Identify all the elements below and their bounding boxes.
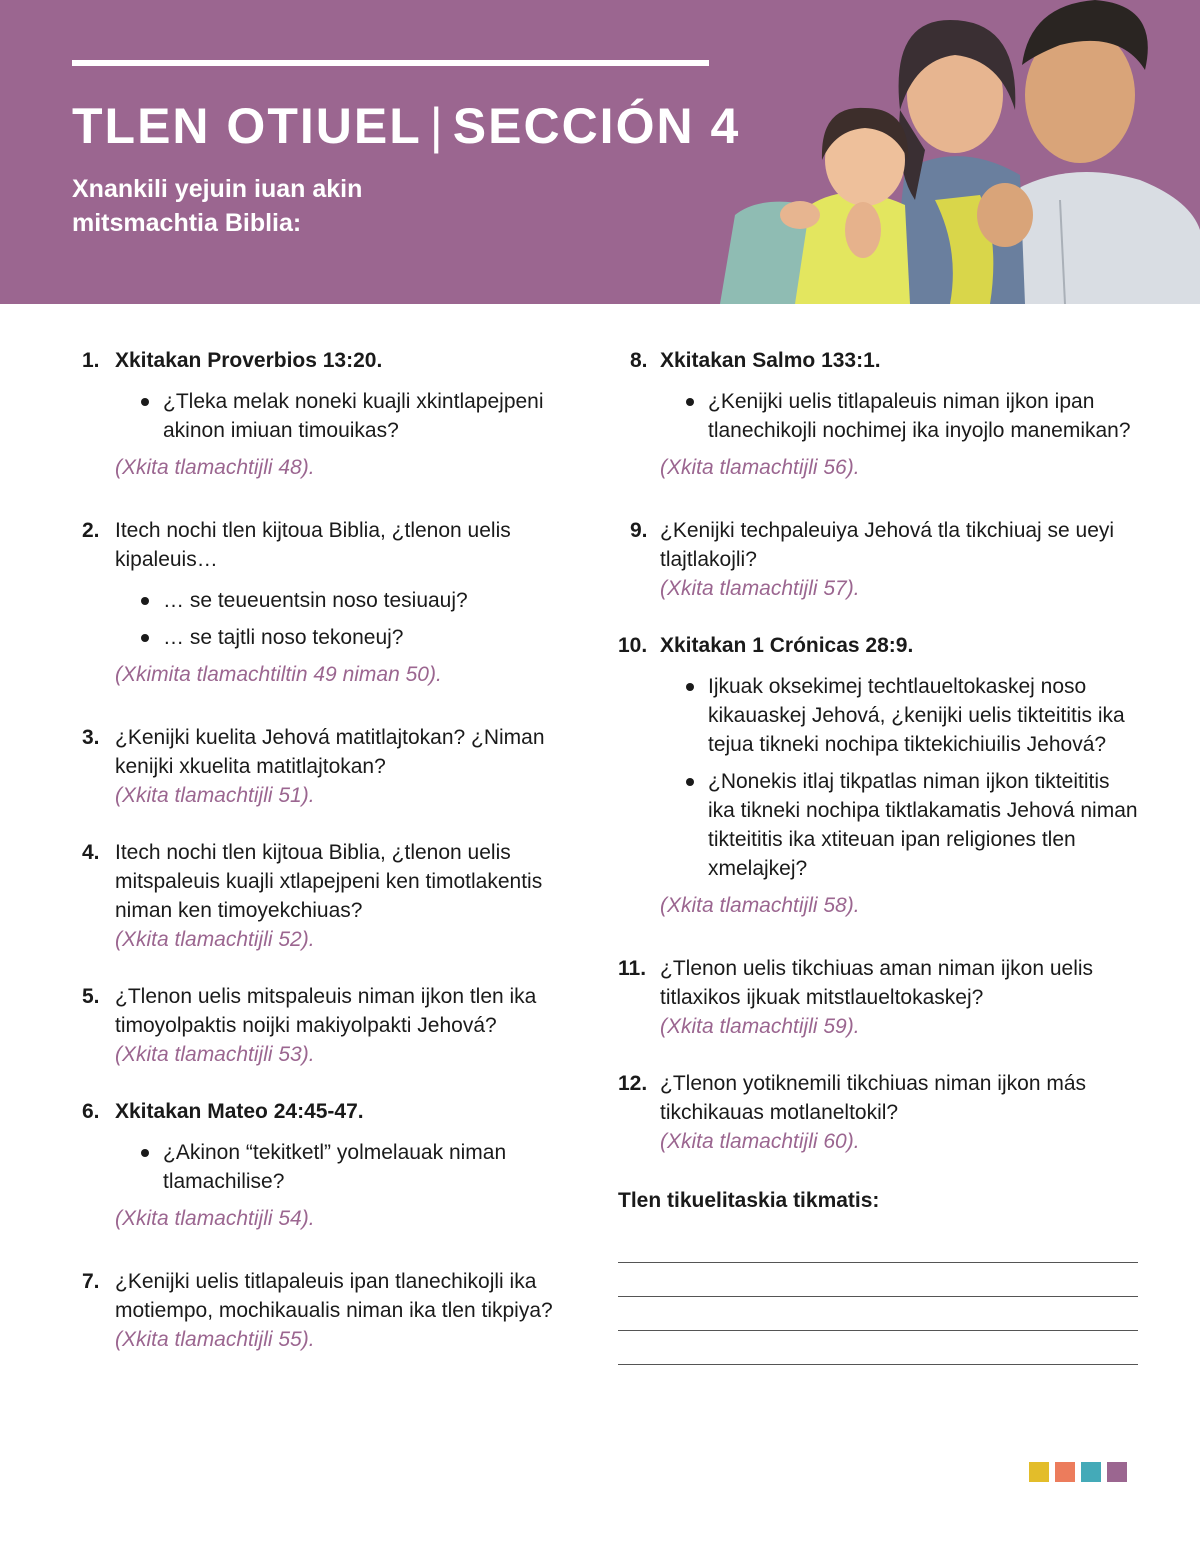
question-text: Xkitakan 1 Crónicas 28:9. [660, 634, 914, 657]
questions-column-left [82, 346, 592, 1354]
reference: (Xkita tlamachtijli 51). [115, 784, 315, 807]
orange-square [1055, 1462, 1075, 1482]
question-text: ¿Tlenon yotiknemili tikchiuas niman ijkon más tikchikauas motlaneltokil? [660, 1072, 1086, 1124]
reference: (Xkita tlamachtijli 55). [115, 1328, 315, 1351]
question-10 [618, 631, 1138, 920]
bullet-item: ¿Akinon “tekitketl” yolmelauak niman tlamachilise? [139, 1138, 592, 1196]
question-number: 5. [82, 985, 100, 1008]
writing-line[interactable] [618, 1297, 1138, 1331]
writing-line[interactable] [618, 1263, 1138, 1297]
question-6 [82, 1097, 592, 1233]
question-11 [618, 954, 1138, 1041]
bullet-list [115, 586, 592, 652]
writing-line[interactable] [618, 1331, 1138, 1365]
bullet-list [115, 387, 592, 445]
family-praying-illustration [700, 0, 1200, 304]
yellow-square [1029, 1462, 1049, 1482]
question-5 [82, 982, 592, 1069]
teal-square [1081, 1462, 1101, 1482]
question-number: 10. [618, 634, 648, 657]
title-left: TLEN OTIUEL [72, 98, 422, 154]
reference: (Xkita tlamachtijli 57). [660, 577, 860, 600]
question-text: Itech nochi tlen kijtoua Biblia, ¿tlenon uelis mitspaleuis kuajli xtlapejpeni ken timotlakentis niman ken timoyekchiuas? [115, 841, 543, 922]
question-number: 11. [618, 957, 647, 980]
question-text: Xkitakan Mateo 24:45-47. [115, 1100, 364, 1123]
question-7 [82, 1267, 592, 1354]
page-subtitle: Xnankili yejuin iuan akin mitsmachtia Biblia: [72, 175, 363, 237]
reference: (Xkita tlamachtijli 59). [660, 1015, 860, 1038]
question-text: Itech nochi tlen kijtoua Biblia, ¿tlenon uelis kipaleuis… [115, 519, 511, 571]
question-number: 9. [630, 519, 648, 542]
bullet-item: ¿Tleka melak noneki kuajli xkintlapejpeni akinon imiuan timouikas? [139, 387, 592, 445]
question-text: Xkitakan Salmo 133:1. [660, 349, 881, 372]
reference: (Xkita tlamachtijli 56). [660, 456, 860, 479]
title-separator: | [429, 98, 445, 154]
bullet-item: ¿Nonekis itlaj tikpatlas niman ijkon tikteititis ika tikneki nochipa tiktlakamatis Jehová niman tikteititis ika xtiteuan ipan religiones tlen xmelajkej? [684, 767, 1138, 883]
question-number: 8. [630, 349, 648, 372]
question-number: 2. [82, 519, 100, 542]
header-banner [0, 0, 1200, 304]
writing-line[interactable] [618, 1229, 1138, 1263]
writing-label: Tlen tikuelitaskia tikmatis: [618, 1189, 880, 1212]
reference: (Xkimita tlamachtiltin 49 niman 50). [115, 663, 442, 686]
question-text: ¿Tlenon uelis mitspaleuis niman ijkon tlen ika timoyolpaktis noijki makiyolpakti Jehová? [115, 985, 537, 1037]
question-number: 3. [82, 726, 100, 749]
reference: (Xkita tlamachtijli 53). [115, 1043, 315, 1066]
purple-square [1107, 1462, 1127, 1482]
question-3 [82, 723, 592, 810]
question-text: ¿Kenijki techpaleuiya Jehová tla tikchiuaj se ueyi tlajtlakojli? [660, 519, 1115, 571]
question-text: ¿Kenijki uelis titlapaleuis ipan tlanechikojli ika motiempo, mochikaualis niman ika tlen tikpiya? [115, 1270, 553, 1322]
question-12 [618, 1069, 1138, 1156]
reference: (Xkita tlamachtijli 58). [660, 894, 860, 917]
questions-column-right [618, 346, 1138, 1365]
title-right: SECCIÓN 4 [452, 98, 741, 154]
question-number: 6. [82, 1100, 100, 1123]
bullet-list [660, 387, 1138, 445]
question-number: 7. [82, 1270, 100, 1293]
reference: (Xkita tlamachtijli 54). [115, 1207, 315, 1230]
question-number: 12. [618, 1072, 648, 1095]
bullet-list [660, 672, 1138, 883]
question-4 [82, 838, 592, 954]
bullet-item: ¿Kenijki uelis titlapaleuis niman ijkon ipan tlanechikojli nochimej ika inyojlo manemikan? [684, 387, 1138, 445]
bullet-item: Ijkuak oksekimej techtlaueltokaskej noso kikauaskej Jehová, ¿kenijki uelis tikteititis ika tejua tikneki nochipa tiktekichiuilis Jehová? [684, 672, 1138, 759]
question-text: ¿Tlenon uelis tikchiuas aman niman ijkon uelis titlaxikos ijkuak mitstlaueltokaskej? [660, 957, 1094, 1009]
question-2 [82, 516, 592, 689]
question-number: 4. [82, 841, 100, 864]
question-1 [82, 346, 592, 482]
question-number: 1. [82, 349, 100, 372]
bullet-list [115, 1138, 592, 1196]
reference: (Xkita tlamachtijli 60). [660, 1130, 860, 1153]
color-squares-decoration [1029, 1462, 1127, 1482]
reference: (Xkita tlamachtijli 52). [115, 928, 315, 951]
question-text: ¿Kenijki kuelita Jehová matitlajtokan? ¿Niman kenijki xkuelita matitlajtokan? [115, 726, 545, 778]
question-9 [618, 516, 1138, 603]
writing-lines[interactable] [618, 1229, 1138, 1365]
header-rule [72, 60, 709, 66]
question-8 [618, 346, 1138, 482]
bullet-item: … se teueuentsin noso tesiuauj? [139, 586, 592, 615]
page-title [72, 96, 740, 156]
bullet-item: … se tajtli noso tekoneuj? [139, 623, 592, 652]
reference: (Xkita tlamachtijli 48). [115, 456, 315, 479]
question-text: Xkitakan Proverbios 13:20. [115, 349, 383, 372]
